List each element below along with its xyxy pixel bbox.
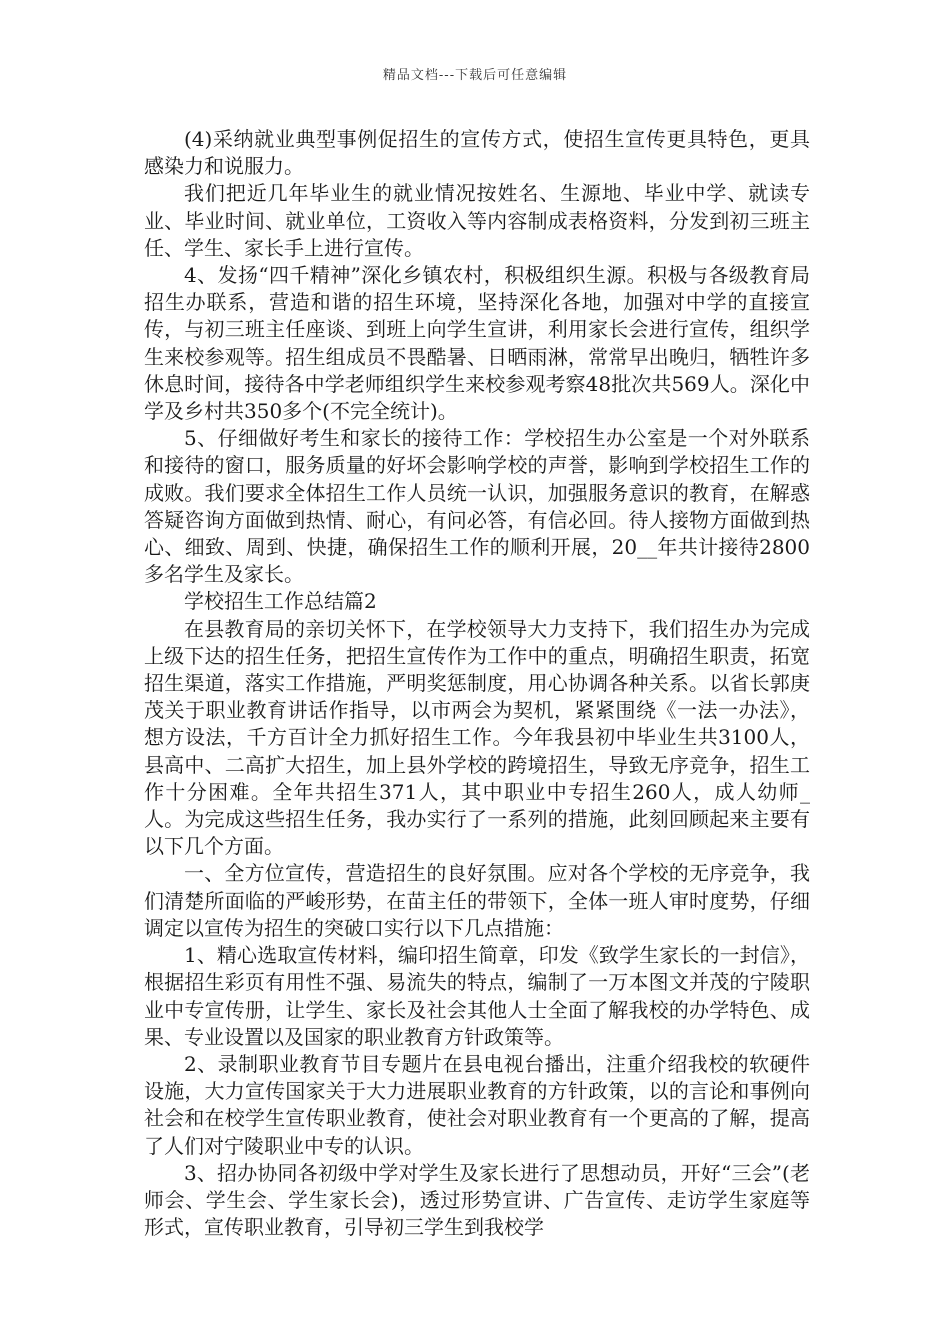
paragraph: 4、发扬“四千精神”深化乡镇农村，积极组织生源。积极与各级教育局招生办联系，营造和谐的招生环境，坚持深化各地，加强对中学的直接宣传，与初三班主任座谈、到班上向学生宣讲，利用家长会进行宣传，组织学生来校参观等。招生组成员不畏酷暑、日晒雨淋，常常早出晚归，牺牲许多休息时间，接待各中学老师组织学生来校参观考察48批次共569人。深化中学及乡村共350多个(不完全统计)。 bbox=[144, 263, 810, 424]
paragraph: 1、精心选取宣传材料，编印招生简章，印发《致学生家长的一封信》，根据招生彩页有用性不强、易流失的特点，编制了一万本图文并茂的宁陵职业中专宣传册，让学生、家长及社会其他人士全面了解我校的办学特色、成果、专业设置以及国家的职业教育方针政策等。 bbox=[144, 943, 810, 1049]
document-body bbox=[144, 126, 810, 1241]
paragraph: 2、录制职业教育节目专题片在县电视台播出，注重介绍我校的软硬件设施，大力宣传国家关于大力进展职业教育的方针政策，以的言论和事例向社会和在校学生宣传职业教育，使社会对职业教育有一个更高的了解，提高了人们对宁陵职业中专的认识。 bbox=[144, 1051, 810, 1158]
paragraph: 我们把近几年毕业生的就业情况按姓名、生源地、毕业中学、就读专业、毕业时间、就业单位，工资收入等内容制成表格资料，分发到初三班主任、学生、家长手上进行宣传。 bbox=[144, 181, 810, 260]
paragraph: 3、招办协同各初级中学对学生及家长进行了思想动员，开好“三会”(老师会、学生会、学生家长会)，透过形势宣讲、广告宣传、走访学生家庭等形式，宣传职业教育，引导初三学生到我校学 bbox=[144, 1160, 810, 1240]
section-heading: 学校招生工作总结篇2 bbox=[184, 589, 377, 614]
paragraph: (4)采纳就业典型事例促招生的宣传方式，使招生宣传更具特色，更具感染力和说服力。 bbox=[144, 127, 810, 179]
paragraph: 在县教育局的亲切关怀下，在学校领导大力支持下，我们招生办为完成上级下达的招生任务，把招生宣传作为工作中的重点，明确招生职责，拓宽招生渠道，落实工作措施，严明奖惩制度，用心协调各种关系。以省长郭庚茂关于职业教育讲话作指导，以市两会为契机，紧紧围绕《一法一办法》，想方设法，千方百计全力抓好招生工作。今年我县初中毕业生共3100人，县高中、二高扩大招生，加上县外学校的跨境招生，导致无序竞争，招生工作十分困难。全年共招生371人，其中职业中专招生260人，成人幼师_人。为完成这些招生任务，我办实行了一系列的措施，此刻回顾起来主要有以下几个方面。 bbox=[144, 616, 810, 859]
paragraph: 5、仔细做好考生和家长的接待工作：学校招生办公室是一个对外联系和接待的窗口，服务质量的好坏会影响学校的声誉，影响到学校招生工作的成败。我们要求全体招生工作人员统一认识，加强服务意识的教育，在解惑答疑咨询方面做到热情、耐心，有问必答，有信必回。待人接物方面做到热心、细致、周到、快捷，确保招生工作的顺利开展，20__年共计接待2800多名学生及家长。 bbox=[144, 426, 810, 587]
page-header: 精品文档---下载后可任意编辑 bbox=[382, 68, 568, 83]
paragraph: 一、全方位宣传，营造招生的良好氛围。应对各个学校的无序竞争，我们清楚所面临的严峻形势，在苗主任的带领下，全体一班人审时度势，仔细调定以宣传为招生的突破口实行以下几点措施： bbox=[144, 861, 810, 940]
